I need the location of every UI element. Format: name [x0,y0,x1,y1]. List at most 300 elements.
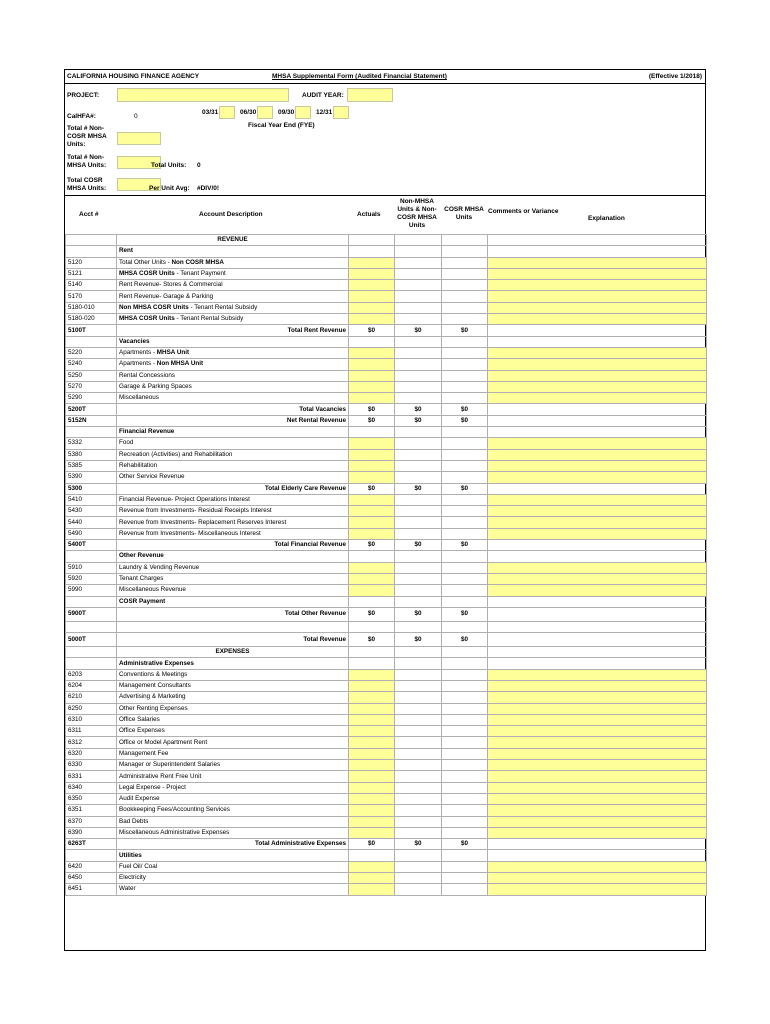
table-row [66,517,707,528]
acct-number [66,585,117,596]
actuals-input[interactable] [349,782,395,793]
description-text: Fuel Oil/ Coal [119,862,158,870]
fye-label: Fiscal Year End (FYE) [248,122,315,129]
acct-number-text: 5121 [68,270,83,278]
audit-year-input[interactable] [347,88,393,102]
cosr-value [442,562,488,573]
comments-input[interactable] [488,827,707,838]
table-row [66,359,707,370]
comments-input[interactable] [488,280,707,291]
form-title: MHSA Supplemental Form (Audited Financial Statement) [272,73,447,80]
cosr-value [442,737,488,748]
comments-input[interactable] [488,460,707,471]
empty-cell [395,235,442,246]
non-mhsa-value [395,771,442,782]
cosr-value [442,257,488,268]
empty-cell [395,621,442,632]
acct-number-text: 6351 [68,806,83,814]
comments-input[interactable] [488,585,707,596]
acct-number [66,472,117,483]
account-table [65,234,707,896]
comments-input[interactable] [488,302,707,313]
acct-number [66,827,117,838]
actuals-input[interactable] [349,793,395,804]
comments-input[interactable] [488,359,707,370]
actuals-input[interactable] [349,771,395,782]
cosr-value [442,494,488,505]
actuals-input[interactable] [349,359,395,370]
actuals-input[interactable] [349,280,395,291]
total-value-text: $0 [460,840,468,848]
total-value [349,325,395,336]
description-text: Garage & Parking Spaces [119,383,192,390]
total-value-text: $0 [414,610,422,618]
comments-input[interactable] [488,793,707,804]
comments-input[interactable] [488,703,707,714]
account-description [117,805,349,816]
acct-number-text: 6350 [68,795,83,803]
table-row [66,449,707,460]
per-unit-avg-value: #DIV/0! [197,185,220,192]
table-row [66,771,707,782]
acct-number-text: 5990 [68,586,83,594]
actuals-input[interactable] [349,393,395,404]
empty-cell [488,336,707,347]
description-text: Administrative Rent Free Unit [119,772,202,780]
acct-number [66,873,117,884]
comments-cell [488,607,707,621]
empty-cell [349,427,395,438]
non-mhsa-value [395,827,442,838]
table-row [66,884,707,895]
actuals-input[interactable] [349,669,395,680]
acct-number [66,748,117,759]
non-mhsa-value [395,472,442,483]
acct-number-text: 5290 [68,394,83,402]
table-row [66,381,707,392]
description-text: Rehabilitation [119,462,158,470]
fye-option-label: 09/30 [278,109,295,116]
acct-number [66,393,117,404]
acct-number-text: 5390 [68,473,83,481]
comments-input[interactable] [488,472,707,483]
acct-number [66,692,117,703]
comments-cell [488,325,707,336]
comments-input[interactable] [488,257,707,268]
non-mhsa-value [395,370,442,381]
table-row [66,506,707,517]
acct-number-text: 6450 [68,874,83,882]
total-value [395,415,442,426]
acct-number [66,703,117,714]
empty-cell [488,658,707,669]
total-value [442,404,488,415]
actuals-input[interactable] [349,257,395,268]
section-heading [117,235,349,246]
header-divider [65,195,705,196]
table-row [66,427,707,438]
acct-number-text: 5270 [68,383,83,390]
table-row [66,850,707,861]
comments-input[interactable] [488,517,707,528]
col-actuals: Actuals [357,211,381,218]
account-description [117,494,349,505]
empty-cell [488,621,707,632]
description-text: Conventions & Meetings [119,670,188,678]
description-text: - Tenant Payment [174,270,226,278]
description-text: Water [119,885,136,893]
table-row [66,839,707,850]
account-description [117,381,349,392]
non-mhsa-value [395,302,442,313]
acct-number-text: 6420 [68,862,83,870]
table-row [66,607,707,621]
acct-number-text: 6330 [68,761,83,769]
empty-cell [395,551,442,562]
acct-number [66,449,117,460]
cosr-value [442,291,488,302]
non-mhsa-value [395,585,442,596]
table-row [66,404,707,415]
empty-cell [442,336,488,347]
acct-number [66,884,117,895]
comments-input[interactable] [488,562,707,573]
description-text: Apartments - [119,360,157,368]
table-row [66,370,707,381]
total-value-text: $0 [367,840,375,848]
actuals-input[interactable] [349,370,395,381]
acct-number-text: 5380 [68,450,83,458]
acct-number-text: 6331 [68,772,83,780]
empty-cell [349,621,395,632]
actuals-input[interactable] [349,438,395,449]
account-description [117,291,349,302]
comments-input[interactable] [488,805,707,816]
group-heading [117,427,349,438]
actuals-input[interactable] [349,760,395,771]
comments-input[interactable] [488,771,707,782]
description-text: Management Fee [119,749,169,757]
comments-input[interactable] [488,528,707,539]
actuals-input[interactable] [349,472,395,483]
total-value [395,483,442,494]
description-text: Rent Revenue- Stores & Commercial [119,281,223,289]
actuals-input[interactable] [349,714,395,725]
actuals-input[interactable] [349,748,395,759]
acct-cell [66,336,117,347]
description-bold: Non MHSA COSR Units [119,303,189,311]
acct-number [66,415,117,426]
account-description [117,257,349,268]
empty-cell [488,246,707,257]
acct-number [66,460,117,471]
comments-input[interactable] [488,381,707,392]
acct-number-text: 6203 [68,670,83,678]
description-bold: MHSA COSR Units [119,315,175,323]
table-row [66,280,707,291]
description-text: Electricity [119,874,146,882]
total-label-text: Total Elderly Care Revenue [264,484,346,492]
description-text: Tenant Charges [119,575,164,583]
total-label [117,404,349,415]
actuals-input[interactable] [349,449,395,460]
actuals-input[interactable] [349,562,395,573]
non-mhsa-value [395,506,442,517]
fye-option-label: 06/30 [240,109,257,116]
empty-cell [488,596,707,607]
cosr-value [442,669,488,680]
comments-input[interactable] [488,291,707,302]
account-description [117,393,349,404]
actuals-input[interactable] [349,827,395,838]
total-value [395,325,442,336]
actuals-input[interactable] [349,585,395,596]
total-value [442,839,488,850]
total-label [117,607,349,621]
account-description [117,280,349,291]
financial-form-sheet [64,69,706,951]
comments-input[interactable] [488,816,707,827]
actuals-input[interactable] [349,680,395,691]
total-value-text: $0 [414,635,422,643]
total-value-text: $0 [367,635,375,643]
description-bold: Non MHSA Unit [156,360,204,368]
cosr-value [442,314,488,325]
group-heading-text: Rent [119,247,133,255]
acct-number [66,483,117,494]
cosr-value [442,347,488,358]
acct-number [66,302,117,313]
acct-number-text: 5300 [68,484,83,492]
acct-number-text: 5920 [68,575,83,583]
table-row [66,827,707,838]
acct-number [66,805,117,816]
group-heading-text: Financial Revenue [119,428,175,436]
comments-input[interactable] [488,692,707,703]
comments-input[interactable] [488,737,707,748]
fye-1231-checkbox[interactable] [333,106,349,119]
acct-cell [66,850,117,861]
acct-number-text: 6320 [68,749,83,757]
acct-number [66,726,117,737]
empty-cell [349,658,395,669]
total-value-text: $0 [414,541,422,549]
acct-number [66,314,117,325]
acct-number-text: 5385 [68,462,83,470]
acct-number [66,506,117,517]
description-text: Manager or Superintendent Salaries [119,761,221,769]
comments-input[interactable] [488,714,707,725]
account-description [117,562,349,573]
total-value-text: $0 [460,541,468,549]
table-row [66,257,707,268]
comments-input[interactable] [488,370,707,381]
actuals-input[interactable] [349,573,395,584]
acct-number [66,268,117,279]
comments-input[interactable] [488,268,707,279]
total-value [442,633,488,647]
non-mhsa-value [395,460,442,471]
group-heading [117,850,349,861]
non-mhsa-value [395,737,442,748]
table-row [66,235,707,246]
total-value [395,607,442,621]
table-row [66,336,707,347]
comments-input[interactable] [488,861,707,872]
empty-cell [66,621,117,632]
comments-input[interactable] [488,782,707,793]
fye-0630-checkbox[interactable] [257,106,273,119]
non-mhsa-value [395,748,442,759]
actuals-input[interactable] [349,381,395,392]
table-row [66,805,707,816]
calhfa-label: CalHFA#: [67,113,96,120]
acct-number-text: 5170 [68,292,83,300]
actuals-input[interactable] [349,494,395,505]
acct-number [66,438,117,449]
table-row [66,291,707,302]
empty-cell [395,246,442,257]
comments-input[interactable] [488,726,707,737]
acct-number-text: 5440 [68,518,83,526]
acct-number [66,782,117,793]
description-bold: MHSA Unit [156,349,190,357]
actuals-input[interactable] [349,816,395,827]
non-cosr-units-label: Total # Non-COSR MHSA Units: [67,125,107,148]
acct-number [66,528,117,539]
total-value-text: $0 [414,840,422,848]
table-row [66,494,707,505]
comments-input[interactable] [488,393,707,404]
actuals-input[interactable] [349,517,395,528]
comments-input[interactable] [488,573,707,584]
empty-cell [395,850,442,861]
empty-cell [442,850,488,861]
table-row [66,816,707,827]
project-input[interactable] [117,88,289,102]
table-row [66,393,707,404]
comments-input[interactable] [488,314,707,325]
cosr-value [442,760,488,771]
acct-cell [66,551,117,562]
description-text: Food [119,439,134,447]
comments-input[interactable] [488,438,707,449]
non-mhsa-value [395,873,442,884]
actuals-input[interactable] [349,861,395,872]
actuals-input[interactable] [349,703,395,714]
acct-number [66,517,117,528]
actuals-input[interactable] [349,692,395,703]
total-value [395,540,442,551]
description-text: Miscellaneous Revenue [119,586,186,594]
acct-number-text: 6210 [68,693,83,701]
empty-cell [349,551,395,562]
acct-number-text: 6250 [68,704,83,712]
account-description [117,680,349,691]
comments-input[interactable] [488,669,707,680]
comments-input[interactable] [488,449,707,460]
account-description [117,793,349,804]
actuals-input[interactable] [349,506,395,517]
total-label-text: Total Administrative Expenses [255,840,346,848]
comments-input[interactable] [488,680,707,691]
table-row [66,737,707,748]
comments-input[interactable] [488,506,707,517]
acct-number [66,633,117,647]
comments-input[interactable] [488,884,707,895]
cosr-value [442,873,488,884]
group-heading-text: Utilities [119,851,142,859]
actuals-input[interactable] [349,737,395,748]
table-row [66,861,707,872]
table-row [66,551,707,562]
comments-input[interactable] [488,760,707,771]
table-row [66,483,707,494]
actuals-input[interactable] [349,884,395,895]
non-mhsa-value [395,438,442,449]
account-description [117,748,349,759]
fye-0930-checkbox[interactable] [295,106,311,119]
table-row [66,472,707,483]
actuals-input[interactable] [349,268,395,279]
acct-number [66,816,117,827]
non-mhsa-value [395,393,442,404]
actuals-input[interactable] [349,314,395,325]
total-value [349,415,395,426]
account-description [117,460,349,471]
comments-input[interactable] [488,748,707,759]
actuals-input[interactable] [349,528,395,539]
table-row [66,633,707,647]
table-row [66,325,707,336]
total-value-text: $0 [367,610,375,618]
account-description [117,782,349,793]
actuals-input[interactable] [349,460,395,471]
actuals-input[interactable] [349,347,395,358]
cosr-value [442,726,488,737]
actuals-input[interactable] [349,805,395,816]
acct-number [66,839,117,850]
non-mhsa-value [395,692,442,703]
fye-0331-checkbox[interactable] [219,106,235,119]
acct-number-text: 5180-010 [68,303,95,311]
acct-cell [66,427,117,438]
empty-cell [442,427,488,438]
acct-number-text: 5400T [68,541,86,549]
description-text: Revenue from Investments- Residual Receipts Interest [119,507,272,515]
cosr-value [442,805,488,816]
account-description [117,359,349,370]
cosr-value [442,816,488,827]
acct-number-text: 6451 [68,885,83,893]
cosr-value [442,359,488,370]
actuals-input[interactable] [349,726,395,737]
actuals-input[interactable] [349,873,395,884]
table-row [66,585,707,596]
comments-input[interactable] [488,873,707,884]
comments-input[interactable] [488,494,707,505]
col-acct: Acct # [79,211,99,218]
account-description [117,861,349,872]
description-text: Recreation (Activities) and Rehabilitation [119,450,233,458]
non-cosr-units-input[interactable] [117,132,161,145]
acct-number [66,573,117,584]
acct-number [66,325,117,336]
actuals-input[interactable] [349,291,395,302]
comments-input[interactable] [488,347,707,358]
table-row [66,596,707,607]
actuals-input[interactable] [349,302,395,313]
